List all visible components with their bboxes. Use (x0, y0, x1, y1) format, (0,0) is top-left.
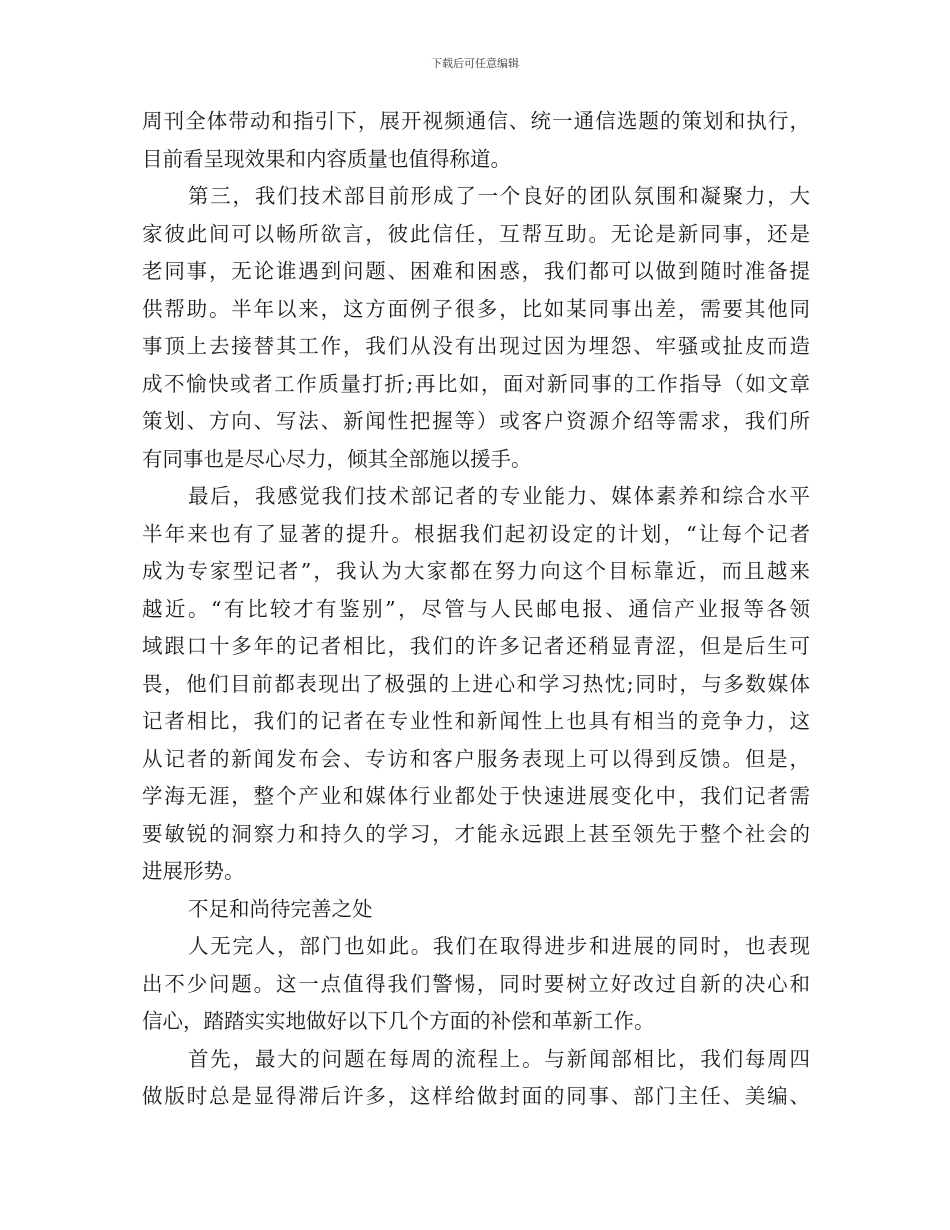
text-line: 周刊全体带动和指引下，展开视频通信、统一通信选题的策划和执行， (142, 109, 810, 133)
text-line: 信心，踏踏实实地做好以下几个方面的补偿和革新工作。 (142, 1009, 655, 1033)
text-line: 老同事，无论谁遇到问题、困难和困惑，我们都可以做到随时准备提 (142, 259, 810, 283)
text-line: 首先，最大的问题在每周的流程上。与新闻部相比，我们每周四 (188, 1046, 810, 1071)
text-line: 不足和尚待完善之处 (188, 896, 373, 921)
text-line: 事顶上去接替其工作，我们从没有出现过因为埋怨、牢骚或扯皮而造 (142, 334, 810, 358)
text-line: 成为专家型记者”，我认为大家都在努力向这个目标靠近，而且越来 (142, 559, 810, 583)
text-line: 第三，我们技术部目前形成了一个良好的团队氛围和凝聚力，大 (188, 184, 810, 208)
page-header: 下载后可任意编辑 (431, 57, 519, 70)
text-line: 家彼此间可以畅所欲言，彼此信任，互帮互助。无论是新同事，还是 (142, 221, 810, 246)
text-line: 记者相比，我们的记者在专业性和新闻性上也具有相当的竞争力，这 (142, 709, 810, 733)
text-line: 要敏锐的洞察力和持久的学习，才能永远跟上甚至领先于整个社会的 (142, 821, 810, 846)
text-line: 目前看呈现效果和内容质量也值得称道。 (142, 146, 511, 171)
text-line: 成不愉快或者工作质量打折;再比如，面对新同事的工作指导（如文章 (142, 371, 810, 396)
text-line: 供帮助。半年以来，这方面例子很多，比如某同事出差，需要其他同 (142, 296, 810, 321)
text-line: 学海无涯，整个产业和媒体行业都处于快速进展变化中，我们记者需 (142, 784, 810, 808)
text-line: 半年来也有了显著的提升。根据我们起初设定的计划，“让每个记者 (142, 521, 810, 546)
text-line: 做版时总是显得滞后许多，这样给做封面的同事、部门主任、美编、 (142, 1084, 810, 1108)
document-body (142, 103, 810, 1116)
text-line: 域跟口十多年的记者相比，我们的许多记者还稍显青涩，但是后生可 (142, 634, 810, 658)
text-line: 出不少问题。这一点值得我们警惕，同时要树立好改过自新的决心和 (142, 971, 810, 996)
text-line: 从记者的新闻发布会、专访和客户服务表现上可以得到反馈。但是， (142, 746, 810, 771)
text-line: 越近。“有比较才有鉴别”，尽管与人民邮电报、通信产业报等各领 (142, 596, 810, 621)
text-line: 畏，他们目前都表现出了极强的上进心和学习热忱;同时，与多数媒体 (142, 671, 810, 696)
text-line: 最后，我感觉我们技术部记者的专业能力、媒体素养和综合水平 (188, 484, 810, 508)
text-line: 有同事也是尽心尽力，倾其全部施以援手。 (142, 446, 532, 471)
text-line: 策划、方向、写法、新闻性把握等）或客户资源介绍等需求，我们所 (142, 409, 810, 433)
text-line: 进展形势。 (142, 859, 245, 883)
text-line: 人无完人，部门也如此。我们在取得进步和进展的同时，也表现 (188, 934, 810, 958)
